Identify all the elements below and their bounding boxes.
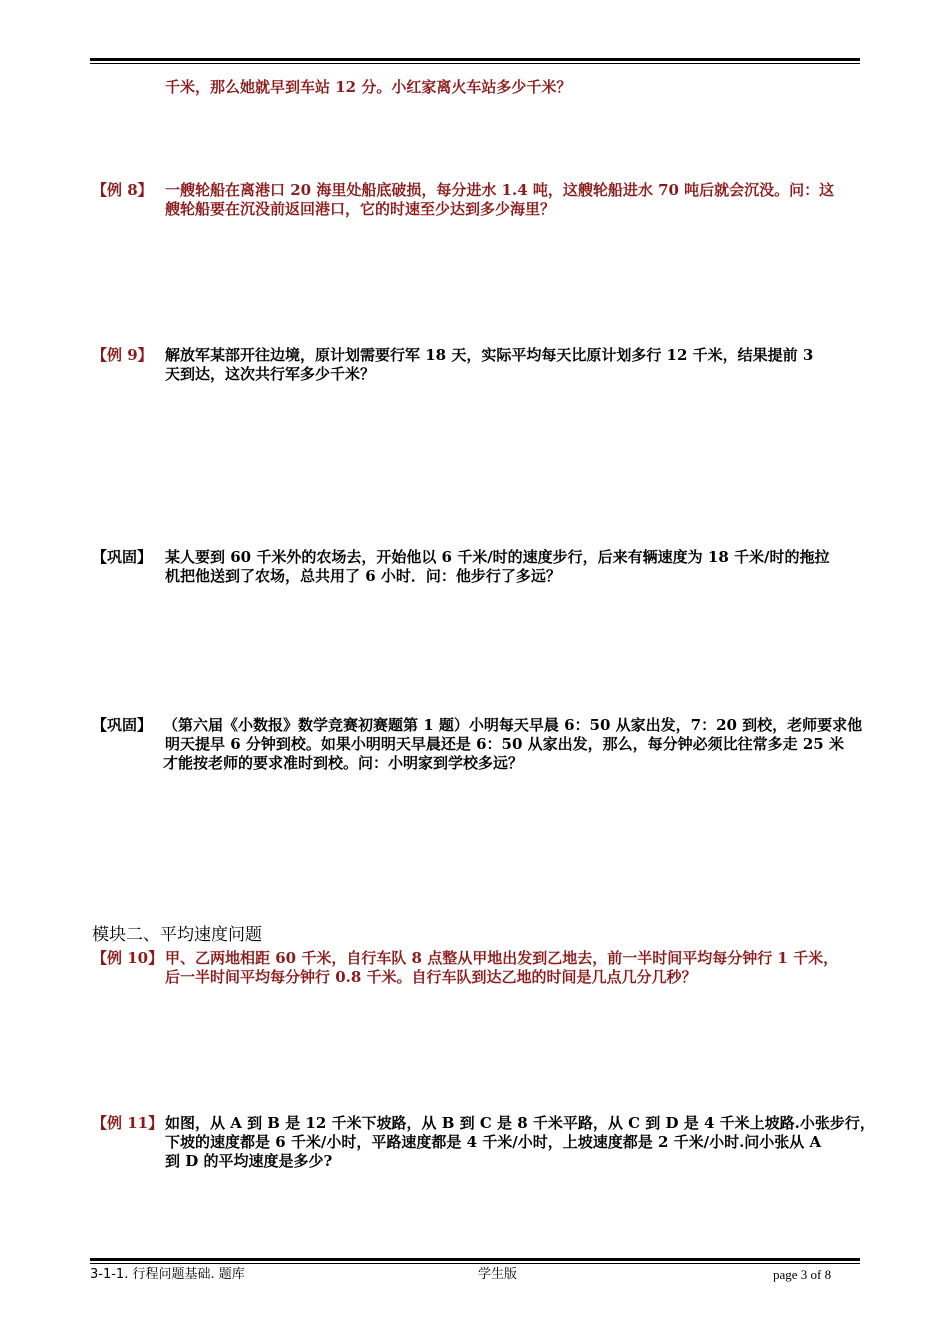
problem-tag-ex9: 【例 9】 (92, 346, 153, 364)
continued-text: 千米，那么她就早到车站 12 分。小红家离火车站多少千米？ (165, 78, 572, 96)
problem-text-ex9: 解放军某部开往边境，原计划需要行军 18 天，实际平均每天比原计划多行 12 千米，结果提前 3 天到达，这次共行军多少千米？ (165, 346, 814, 383)
header-rule (90, 58, 860, 66)
problem-text-ex11: 如图，从 A 到 B 是 12 千米下坡路，从 B 到 C 是 8 千米平路，从 C 到 D 是 4 千米上坡路.小张步行， 下坡的速度都是 6 千米/小时，平路速度都是 4 千米/小时，上坡速度都是 2 千米/小时.问小张从 A 到 D 的平均速度是多少? (165, 1114, 875, 1170)
footer-left: 3-1-1. 行程问题基础. 题库 (90, 1267, 245, 1282)
footer-rule (90, 1258, 860, 1266)
problem-text-consolidate1: 某人要到 60 千米外的农场去，开始他以 6 千米/时的速度步行，后来有辆速度为 18 千米/时的拖拉 机把他送到了农场，总共用了 6 小时．问：他步行了多远？ (165, 548, 830, 585)
problem-text-consolidate2: （第六届《小数报》数学竞赛初赛题第 1 题）小明每天早晨 6：50 从家出发，7：20 到校，老师要求他 明天提早 6 分钟到校。如果小明明天早晨还是 6：50 从家出发，那么，每分钟必须比往常多走 25 米 才能按老师的要求准时到校。问：小明家到学校多远？ (163, 716, 863, 772)
problem-text-ex10: 甲、乙两地相距 60 千米，自行车队 8 点整从甲地出发到乙地去，前一半时间平均每分钟行 1 千米， 后一半时间平均每分钟行 0.8 千米。自行车队到达乙地的时间是几点几分几秒？ (165, 949, 839, 986)
problem-tag-ex8: 【例 8】 (92, 181, 153, 199)
problem-text-ex8: 一艘轮船在离港口 20 海里处船底破损，每分进水 1.4 吨，这艘轮船进水 70 吨后就会沉没。问：这 艘轮船要在沉没前返回港口，它的时速至少达到多少海里？ (165, 181, 835, 218)
footer-page-number: page 3 of 8 (773, 1267, 832, 1282)
problem-tag-consolidate2: 【巩固】 (92, 716, 153, 734)
footer-center: 学生版 (478, 1267, 518, 1282)
problem-tag-consolidate1: 【巩固】 (92, 548, 153, 566)
problem-tag-ex11: 【例 11】 (92, 1114, 164, 1132)
section-title: 模块二、平均速度问题 (92, 925, 262, 945)
problem-tag-ex10: 【例 10】 (92, 949, 164, 967)
